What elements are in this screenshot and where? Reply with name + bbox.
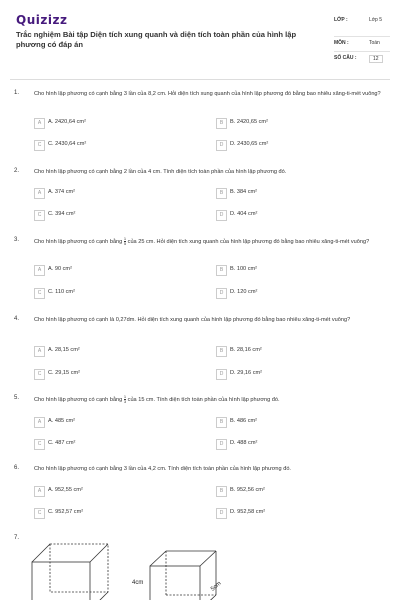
- option-text: D. 120 cm²: [230, 289, 258, 295]
- cube-2: [150, 551, 216, 600]
- option-text: A. 952,55 cm²: [48, 487, 83, 493]
- question-number: 1.: [14, 90, 20, 96]
- option-letter: D: [216, 369, 227, 380]
- meta-lop-label: LỚP :: [334, 17, 348, 23]
- cube-1-back-face: [50, 544, 108, 592]
- option-text: D. 488 cm²: [230, 440, 258, 446]
- option-letter: C: [34, 210, 45, 221]
- cube-1: [32, 544, 108, 600]
- option-text: B. 28,16 cm²: [230, 347, 262, 353]
- option-text: A. 28,15 cm²: [48, 347, 80, 353]
- question-number: 7.: [14, 535, 20, 541]
- question-text: Cho hình lập phương có cạnh bằng 2 lần của 4 cm. Tính diện tích toàn phần của hình lập phương đó.: [34, 169, 287, 175]
- question-text-after: của 25 cm. Hỏi diện tích xung quanh của hình lập phương đó bằng bao nhiêu xăng-ti-mét vuông?: [127, 238, 370, 245]
- option-letter: A: [34, 188, 45, 199]
- option-letter: A: [34, 486, 45, 497]
- option-letter: C: [34, 439, 45, 450]
- option-letter: D: [216, 140, 227, 151]
- option-letter: D: [216, 210, 227, 221]
- option-letter: C: [34, 288, 45, 299]
- option-letter: A: [34, 118, 45, 129]
- cube-1-front-face: [32, 562, 90, 600]
- option-letter: C: [34, 508, 45, 519]
- option-text: D. 29,16 cm²: [230, 370, 263, 376]
- option-letter: A: [34, 265, 45, 276]
- option-letter: B: [216, 417, 227, 428]
- option-text: D. 2430,65 cm²: [230, 141, 269, 147]
- option-letter: A: [34, 417, 45, 428]
- option-text: C. 2430,64 cm²: [48, 141, 87, 147]
- option-letter: D: [216, 508, 227, 519]
- option-text: C. 952,57 cm²: [48, 509, 84, 515]
- option-letter: B: [216, 265, 227, 276]
- meta-lop-value: Lớp 5: [369, 17, 383, 23]
- fraction-denominator: 3: [123, 399, 127, 404]
- option-text: D. 952,58 cm²: [230, 509, 266, 515]
- question-number: 6.: [14, 465, 20, 471]
- question-number: 3.: [14, 237, 20, 243]
- fraction-numerator: 1: [123, 236, 127, 241]
- option-letter: B: [216, 118, 227, 129]
- question-number: 2.: [14, 168, 20, 174]
- option-letter: B: [216, 346, 227, 357]
- option-text: B. 100 cm²: [230, 266, 258, 272]
- option-text: A. 2420,64 cm²: [48, 119, 86, 125]
- option-text: C. 487 cm²: [48, 440, 76, 446]
- question-text: Cho hình lập phương có cạnh bằng 3 lần của 8,2 cm. Hỏi diện tích xung quanh của hình lập phương đó bằng bao nhiêu xăng-ti-mét vuông?: [34, 91, 381, 97]
- option-text: D. 404 cm²: [230, 211, 258, 217]
- question-text-before: Cho hình lập phương có cạnh bằng: [34, 396, 123, 403]
- page-title: Trắc nghiệm Bài tập Diện tích xung quanh và diện tích toàn phần của hình lập phương có đáp án: [16, 30, 297, 49]
- option-letter: B: [216, 486, 227, 497]
- option-text: B. 486 cm²: [230, 418, 258, 424]
- question-text-before: Cho hình lập phương có cạnh bằng: [34, 238, 123, 245]
- meta-socau-value: 12: [369, 55, 383, 63]
- option-letter: D: [216, 288, 227, 299]
- option-text: A. 90 cm²: [48, 266, 72, 272]
- question-number: 5.: [14, 395, 20, 401]
- option-text: B. 952,56 cm²: [230, 487, 265, 493]
- brand-logo: Quizizz: [16, 13, 68, 27]
- option-letter: A: [34, 346, 45, 357]
- option-text: A. 374 cm²: [48, 189, 76, 195]
- question-text: Cho hình lập phương có cạnh là 0,27dm. Hỏi diện tích xung quanh của hình lập phương đó bằng bao nhiêu xăng-ti-mét vuông?: [34, 317, 351, 323]
- fraction-numerator: 1: [123, 394, 127, 399]
- option-text: C. 29,15 cm²: [48, 370, 81, 376]
- fraction-denominator: 5: [123, 241, 127, 246]
- option-letter: C: [34, 140, 45, 151]
- meta-socau-label: SỐ CÂU :: [334, 55, 357, 61]
- cube-2-edge-label: 5cm: [210, 580, 223, 593]
- question-text-after: của 15 cm. Tính diện tích toàn phần của hình lập phương đó.: [127, 396, 280, 403]
- option-letter: D: [216, 439, 227, 450]
- cube-1-edge-label: 4cm: [132, 580, 144, 586]
- meta-mon-label: MÔN :: [334, 40, 349, 46]
- option-letter: B: [216, 188, 227, 199]
- option-text: C. 394 cm²: [48, 211, 76, 217]
- option-text: B. 384 cm²: [230, 189, 258, 195]
- meta-mon-value: Toán: [369, 40, 380, 46]
- option-letter: C: [34, 369, 45, 380]
- option-text: C. 110 cm²: [48, 289, 75, 295]
- question-text: Cho hình lập phương có cạnh bằng 3 lần của 4,2 cm. Tính diện tích toàn phần của hình lập phương đó.: [34, 466, 291, 472]
- option-text: B. 2420,65 cm²: [230, 119, 268, 125]
- question-number: 4.: [14, 316, 20, 322]
- option-text: A. 485 cm²: [48, 418, 76, 424]
